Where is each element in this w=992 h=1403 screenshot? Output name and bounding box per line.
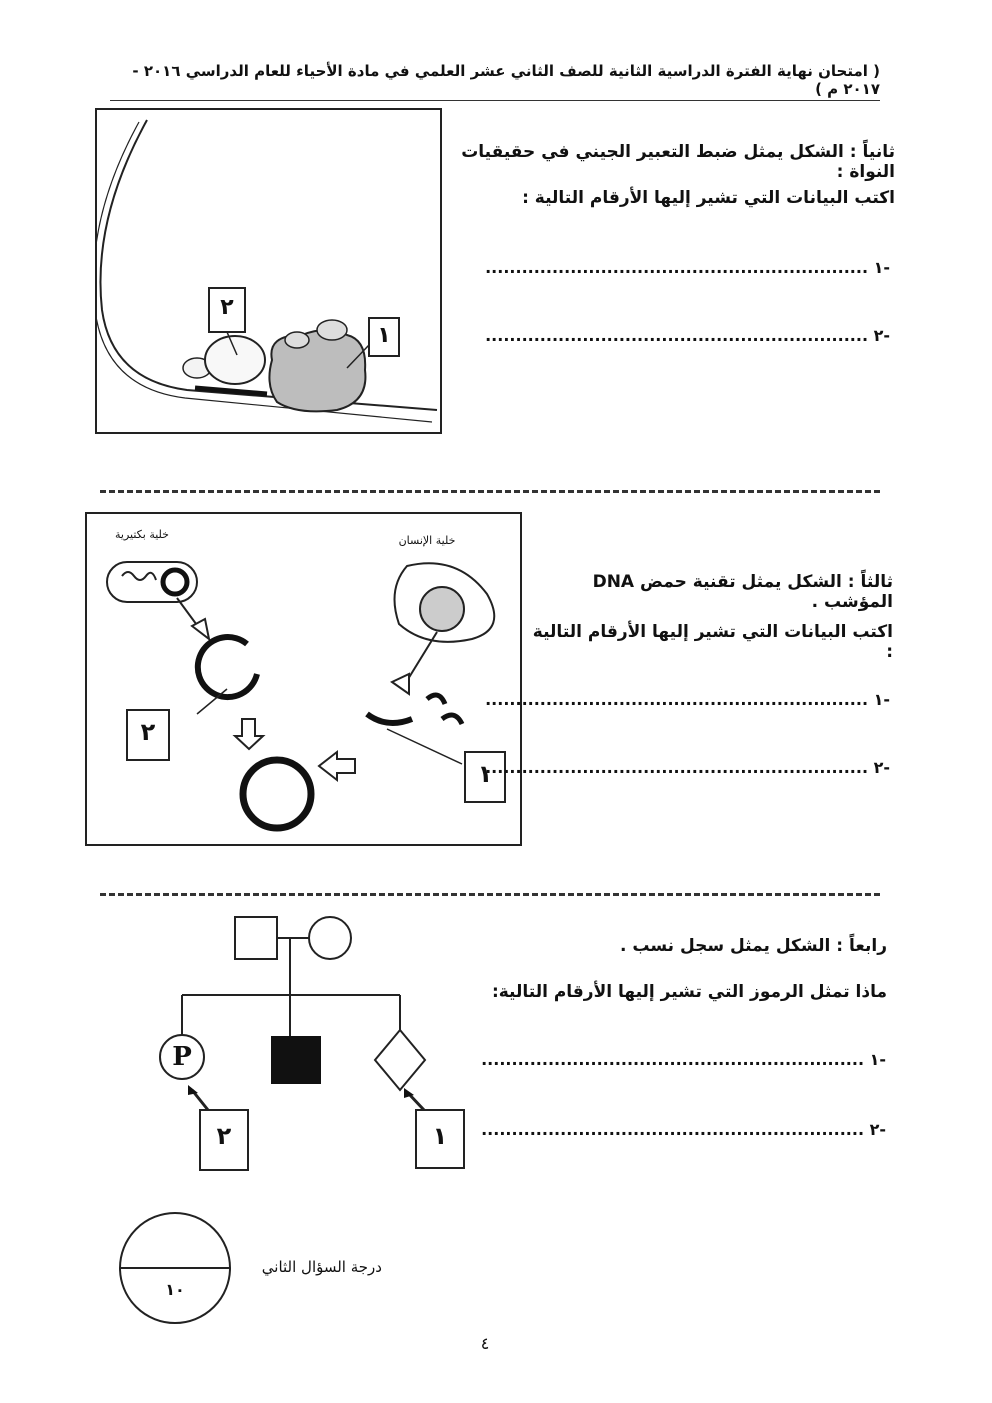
gene-expression-diagram — [97, 110, 440, 432]
q3-answer-2[interactable]: -٢ ............................................................... — [481, 1120, 886, 1139]
gene-expression-figure — [95, 108, 442, 434]
q1-instruction: اكتب البيانات التي تشير إليها الأرقام التالية : — [522, 188, 895, 208]
label-2: ٢ — [140, 718, 156, 746]
carrier-p-symbol: P — [172, 1042, 192, 1072]
separator-1 — [100, 490, 880, 493]
q1-answer-2[interactable]: -٢ ............................................................... — [485, 326, 890, 345]
q2-instruction: اكتب البيانات التي تشير إليها الأرقام التالية : — [532, 622, 893, 662]
q1-answer-1[interactable]: -١ ............................................................... — [485, 258, 890, 277]
q2-title: ثالثاً : الشكل يمثل تقنية حمض DNA المؤشب . — [592, 572, 893, 612]
page-number: ٤ — [480, 1334, 490, 1353]
label-2: ٢ — [220, 295, 234, 320]
label-2: ٢ — [216, 1122, 232, 1150]
recombinant-dna-diagram — [87, 514, 520, 844]
score-label: درجة السؤال الثاني — [261, 1258, 382, 1276]
q3-title: رابعاً : الشكل يمثل سجل نسب . — [619, 936, 887, 956]
bacterial-cell-label: خلية بكتيرية — [115, 528, 169, 541]
score-total: ١٠ — [165, 1280, 185, 1299]
q3-instruction: ماذا تمثل الرموز التي تشير إليها الأرقام التالية: — [491, 982, 887, 1002]
q1-title: ثانياً : الشكل يمثل ضبط التعبير الجيني في حقيقيات النواة : — [461, 142, 895, 182]
label-1: ١ — [477, 760, 493, 788]
label-1: ١ — [432, 1122, 448, 1150]
human-cell-label: خلية الإنسان — [398, 534, 456, 547]
recombinant-dna-figure — [85, 512, 522, 846]
separator-2 — [100, 893, 880, 896]
q2-answer-1[interactable]: -١ ............................................................... — [485, 690, 890, 709]
q3-answer-1[interactable]: -١ ............................................................... — [481, 1050, 886, 1069]
exam-header: ( امتحان نهاية الفترة الدراسية الثانية للصف الثاني عشر العلمي في مادة الأحياء للعام الدراسي ٢٠١٦ - ٢٠١٧ م ) — [110, 62, 880, 101]
q2-answer-2[interactable]: -٢ ............................................................... — [485, 758, 890, 777]
score-circle — [117, 1210, 237, 1326]
label-1: ١ — [377, 323, 391, 348]
